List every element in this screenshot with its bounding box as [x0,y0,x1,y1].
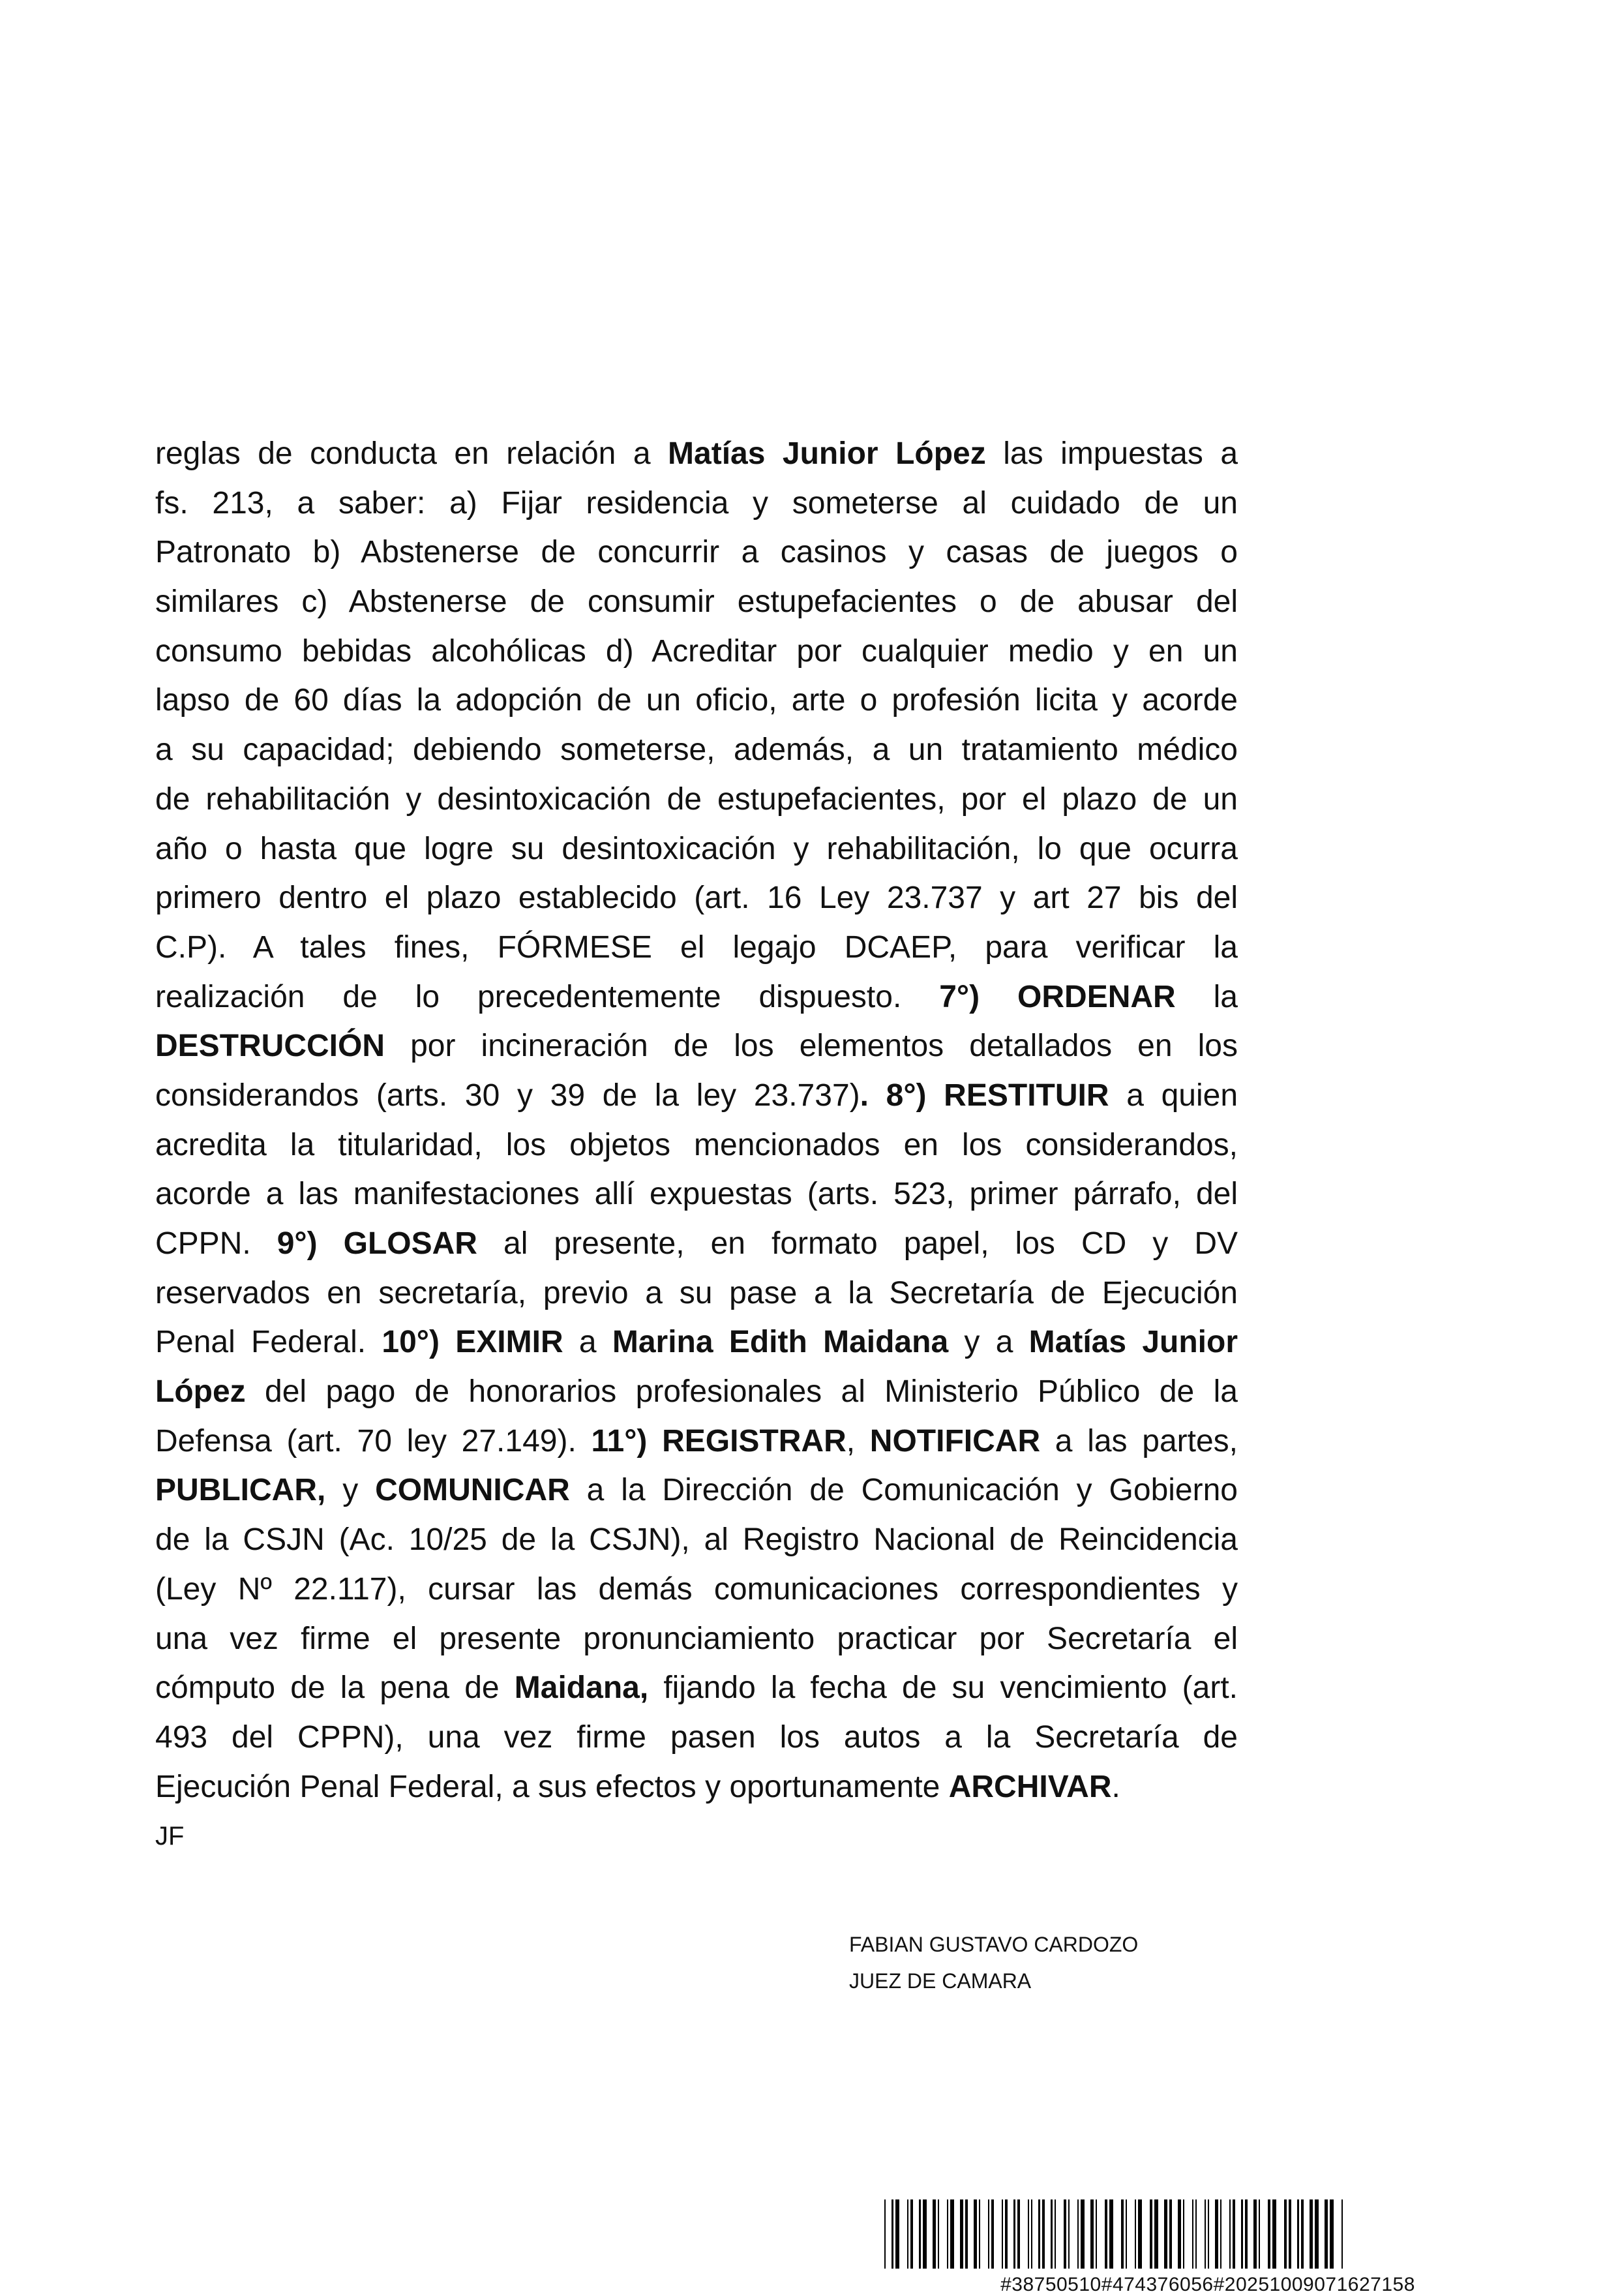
barcode-bar [1341,2199,1343,2269]
barcode-bar [1126,2199,1127,2269]
barcode-number: #38750510#474376056#20251009071627158 [1000,2274,1415,2295]
barcode-bar [1245,2199,1248,2269]
signer-name: FABIAN GUSTAVO CARDOZO [849,1933,1139,1956]
text-run: a [563,1325,612,1360]
bold-text: 10°) EXIMIR [382,1325,563,1360]
barcode-bar [1068,2199,1070,2269]
bold-text: NOTIFICAR [869,1423,1041,1458]
text-run: y [325,1473,376,1508]
text-line [155,627,1238,676]
resolution-body [155,429,1238,1811]
barcode-bar [1192,2199,1193,2269]
bold-text: Matías Junior [1028,1325,1238,1360]
bold-text: Maidana, [514,1670,649,1706]
text-line [155,528,1238,577]
barcode-bar [1038,2199,1040,2269]
text-line [155,973,1238,1022]
barcode-bar [907,2199,908,2269]
text-run: (Ley Nº 22.117), cursar las demás comunicaciones correspondientes y [155,1571,1238,1607]
barcode-bar [1178,2199,1181,2269]
text-run: de la CSJN (Ac. 10/25 de la CSJN), al Registro Nacional de Reincidencia [155,1522,1238,1558]
text-run: por incineración de los elementos detallados en los [385,1029,1238,1064]
barcode-bar [960,2199,963,2269]
barcode-bar [919,2199,921,2269]
barcode-bar [1233,2199,1235,2269]
text-line [155,1762,1238,1812]
text-line [155,824,1238,874]
barcode-bar [1164,2199,1167,2269]
barcode-bar [933,2199,936,2269]
text-line [155,479,1238,528]
text-line [155,429,1238,479]
text-run: las impuestas a [985,436,1238,471]
signature-block [849,1926,1138,1999]
text-run: Defensa (art. 70 ley 27.149). [155,1423,592,1458]
bold-text: 9°) GLOSAR [277,1226,477,1261]
barcode-bar [947,2199,948,2269]
text-run: primero dentro el plazo establecido (art. 16 Ley 23.737 y art 27 bis del [155,881,1238,916]
barcode-bar [1017,2199,1020,2269]
barcode-bar [1297,2199,1299,2269]
barcode-bar [979,2199,980,2269]
barcode-bar [1064,2199,1066,2269]
text-line [155,1269,1238,1318]
barcode-bar [1289,2199,1291,2269]
barcode-bar [1220,2199,1221,2269]
text-line [155,1121,1238,1170]
barcode-bar [1169,2199,1172,2269]
text-run: Penal Federal. [155,1325,382,1360]
text-run: la [1175,979,1238,1014]
barcode-bar [1077,2199,1079,2269]
text-run: reservados en secretaría, previo a su pase a la Secretaría de Ejecución [155,1275,1238,1310]
barcode-bar [1183,2199,1184,2269]
text-run: y a [948,1325,1029,1360]
barcode-bar [1105,2199,1107,2269]
signer-role: JUEZ DE CAMARA [849,1969,1032,1993]
text-run: reglas de conducta en relación a [155,436,668,471]
text-line [155,1318,1238,1367]
text-line [155,1713,1238,1762]
initials: JF [155,1822,185,1850]
text-line [155,577,1238,627]
bold-text: Matías Junior López [668,436,986,471]
text-line [155,1417,1238,1466]
bold-text: López [155,1374,246,1410]
text-run: año o hasta que logre su desintoxicación y rehabilitación, lo que ocurra [155,831,1238,866]
text-line [155,1219,1238,1269]
text-run: consumo bebidas alcohólicas d) Acreditar por cualquier medio y en un [155,633,1238,669]
text-run: de rehabilitación y desintoxicación de estupefacientes, por el plazo de un [155,781,1238,817]
text-line [155,775,1238,824]
barcode-bar [1284,2199,1287,2269]
text-run: al presente, en formato papel, los CD y DV [477,1226,1238,1261]
barcode-bar [1208,2199,1209,2269]
bold-text: Marina Edith Maidana [612,1325,949,1360]
barcode-bar [1154,2199,1158,2269]
barcode-bar [1325,2199,1328,2269]
barcode-bar [1121,2199,1124,2269]
bold-text: 11°) REGISTRAR [591,1423,846,1458]
barcode-bar [895,2199,899,2269]
barcode-bar [1042,2199,1045,2269]
barcode-bar [1081,2199,1085,2269]
barcode-bar [1268,2199,1270,2269]
barcode-bar [1272,2199,1276,2269]
barcode-bar [991,2199,994,2269]
text-run: Patronato b) Abstenerse de concurrir a casinos y casas de juegos o [155,535,1238,570]
barcode-bar [891,2199,893,2269]
text-run: considerandos (arts. 30 y 39 de la ley 23.737) [155,1078,860,1113]
text-line [155,1021,1238,1071]
barcode-bar [1205,2199,1206,2269]
barcode-bar [965,2199,968,2269]
text-run: del pago de honorarios profesionales al Ministerio Público de la [245,1374,1238,1410]
text-line [155,1515,1238,1565]
barcode-bar [1013,2199,1015,2269]
barcode-bar [923,2199,927,2269]
text-run: fs. 213, a saber: a) Fijar residencia y someterse al cuidado de un [155,485,1238,521]
bold-text: 7°) ORDENAR [939,979,1176,1014]
bold-text: PUBLICAR, [155,1473,326,1508]
text-run: a su capacidad; debiendo someterse, además, a un tratamiento médico [155,733,1238,768]
text-run: fijando la fecha de su vencimiento (art. [648,1670,1238,1706]
text-line [155,676,1238,725]
barcode-bar [1031,2199,1032,2269]
barcode-bar [1028,2199,1029,2269]
barcode-bar [1259,2199,1260,2269]
text-run: C.P). A tales fines, FÓRMESE el legajo DCAEP, para verificar la [155,929,1238,965]
barcode-bar [1051,2199,1053,2269]
text-run: realización de lo precedentemente dispuesto. [155,979,940,1014]
bold-text: ARCHIVAR [948,1769,1112,1804]
barcode-bar [1301,2199,1304,2269]
barcode-bar [1241,2199,1243,2269]
barcode-bar [1096,2199,1097,2269]
text-line [155,1367,1238,1417]
text-line [155,873,1238,923]
barcode-bar [910,2199,913,2269]
barcode-bar [1138,2199,1142,2269]
text-run: Ejecución Penal Federal, a sus efectos y oportunamente [155,1769,949,1804]
text-run: a quien [1109,1078,1238,1113]
barcode-bar [1215,2199,1218,2269]
text-run: acredita la titularidad, los objetos mencionados en los considerandos, [155,1127,1238,1162]
barcode-bar [1150,2199,1152,2269]
barcode-bar [1195,2199,1197,2269]
text-line [155,923,1238,973]
text-run: lapso de 60 días la adopción de un oficio, arte o profesión licita y acorde [155,683,1238,718]
barcode-bar [1229,2199,1231,2269]
barcode-bar [1330,2199,1334,2269]
barcode-bar [950,2199,954,2269]
text-run: acorde a las manifestaciones allí expuestas (arts. 523, primer párrafo, del [155,1177,1238,1212]
bold-text: COMUNICAR [375,1473,570,1508]
text-run: cómputo de la pena de [155,1670,515,1706]
text-line [155,1170,1238,1219]
barcode-bar [1315,2199,1319,2269]
text-run: una vez firme el presente pronunciamiento practicar por Secretaría el [155,1621,1238,1656]
barcode-bar [1310,2199,1313,2269]
text-run: , [846,1423,870,1458]
text-run: a la Dirección de Comunicación y Gobierno [569,1473,1238,1508]
bold-text: DESTRUCCIÓN [155,1029,385,1064]
text-run: similares c) Abstenerse de consumir estupefacientes o de abusar del [155,584,1238,620]
bold-text: . 8°) RESTITUIR [860,1078,1109,1113]
barcode-bar [884,2199,886,2269]
barcode-bar [938,2199,939,2269]
barcode-bar [988,2199,989,2269]
barcode-bar [974,2199,977,2269]
text-line [155,1466,1238,1515]
barcode-bar [1005,2199,1008,2269]
barcode-graphic [882,2199,1534,2271]
text-line [155,1614,1238,1664]
barcode-bar [1002,2199,1003,2269]
barcode-bar [1090,2199,1094,2269]
barcode-bar [1135,2199,1136,2269]
text-line [155,1071,1238,1121]
text-run: a las partes, [1040,1423,1238,1458]
barcode-bar [1253,2199,1257,2269]
text-line [155,725,1238,775]
text-line [155,1663,1238,1713]
barcode-bar [1109,2199,1113,2269]
text-line [155,1565,1238,1614]
barcode-bar [1055,2199,1056,2269]
text-run: CPPN. [155,1226,277,1261]
document-barcode [882,2199,1534,2296]
text-run: . [1111,1769,1120,1804]
text-run: 493 del CPPN), una vez firme pasen los autos a la Secretaría de [155,1719,1238,1755]
